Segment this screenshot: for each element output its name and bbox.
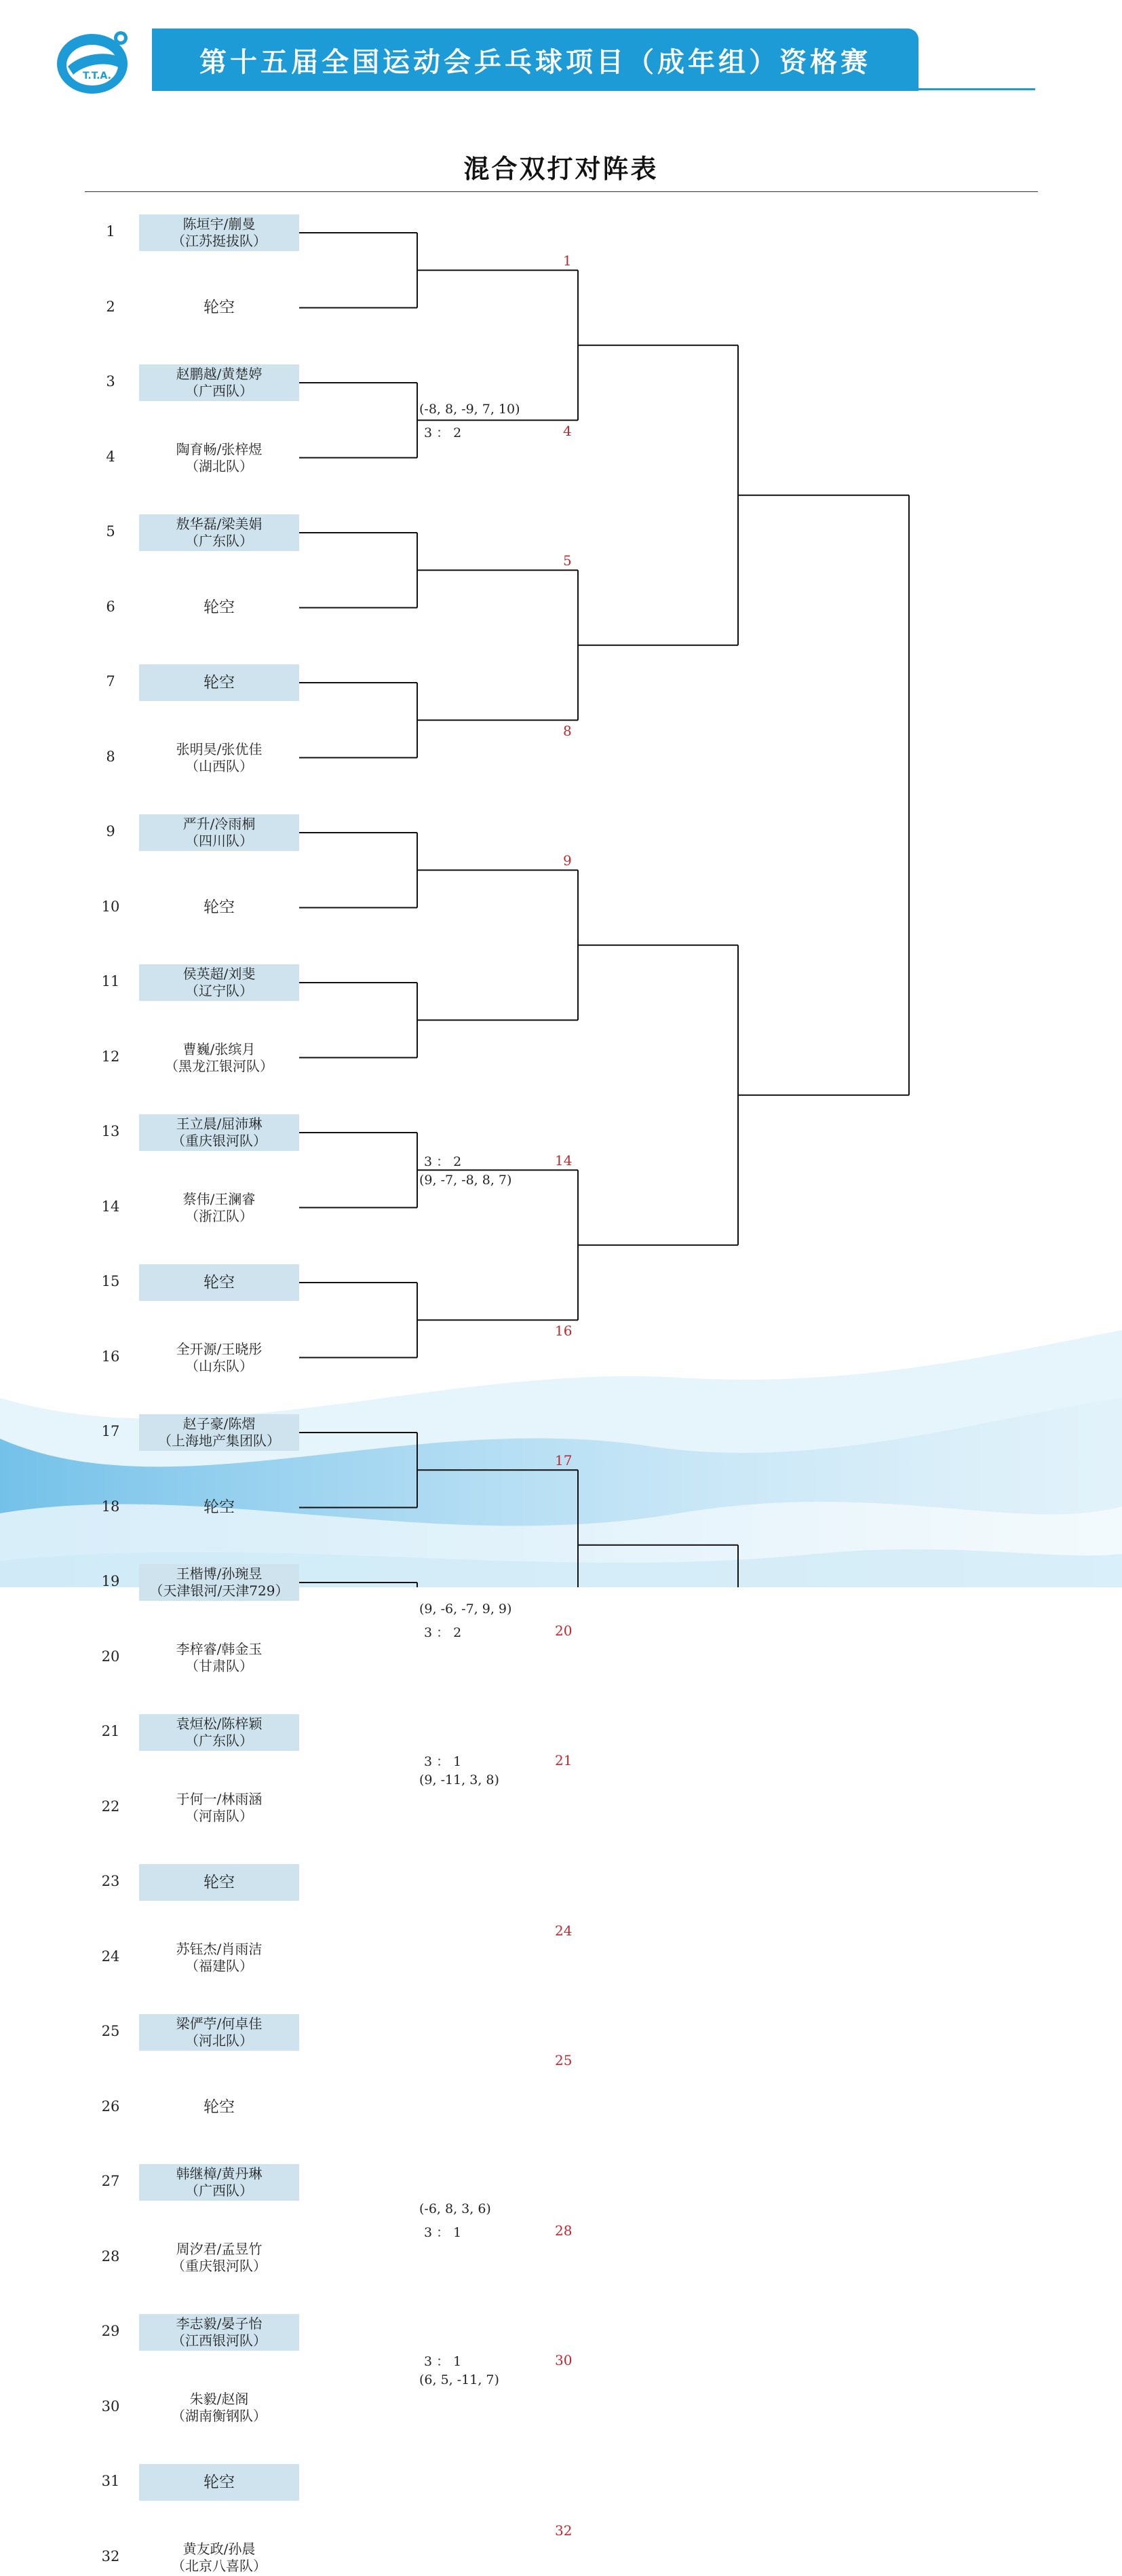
seed-number: 23 [101,1873,120,1889]
pair-name: 黄友政/孙晨 [182,2540,256,2557]
seed-number: 5 [106,523,115,539]
bracket-entry [139,964,299,1001]
pair-name: 轮空 [204,898,235,916]
seed-number: 4 [106,448,115,465]
seed-number: 14 [101,1198,120,1215]
bracket-entry [139,2014,299,2051]
bracket-entry [139,1640,299,1676]
bracket-entry [139,590,299,626]
pair-name: 赵子豪/陈熠 [182,1416,256,1432]
team-name: （广东队） [185,533,253,549]
seed-number: 3 [106,373,115,390]
seed-number: 24 [101,1948,120,1965]
team-name: （重庆银河队） [172,1133,267,1149]
seed-number: 32 [101,2547,120,2564]
game-scores: (-6, 8, 3, 6) [419,2201,491,2217]
seed-number: 6 [106,598,115,615]
game-scores: (-8, 8, -9, 7, 10) [419,402,520,417]
match-score: 3 ： 1 [424,2225,462,2241]
round1-winner-seed: 16 [555,1323,573,1340]
bracket-entry [139,1490,299,1526]
bracket-entry [139,1714,299,1751]
bracket-entry [139,1864,299,1901]
pair-name: 轮空 [204,1873,235,1891]
bracket-entry [139,2314,299,2351]
seed-number: 12 [101,1048,120,1065]
bracket-entry [139,1340,299,1376]
round1-winner-seed: 25 [555,2052,573,2069]
team-name: （重庆银河队） [172,2257,267,2274]
bracket-entry [139,364,299,401]
seed-number: 25 [101,2023,120,2039]
pair-name: 曹巍/张缤月 [182,1040,256,1057]
bracket-entry [139,1789,299,1826]
team-name: （江苏挺拔队） [172,233,267,249]
bracket-entry [139,2389,299,2426]
round1-winner-seed: 17 [555,1452,573,1469]
seed-number: 27 [101,2173,120,2189]
round1-winner-seed: 28 [555,2222,573,2239]
bracket-entry [139,890,299,926]
round1-winner-seed: 1 [563,252,572,269]
seed-number: 22 [101,1798,120,1815]
bracket-entry [139,214,299,251]
seed-number: 11 [101,973,120,989]
bracket-entry [139,2164,299,2201]
round1-winner-seed: 4 [563,423,572,440]
pair-name: 陶育畅/张梓煜 [176,440,263,457]
match-score: 3 ： 1 [424,1754,462,1770]
pair-name: 苏钰杰/肖雨洁 [176,1940,263,1957]
pair-name: 轮空 [204,599,235,616]
pair-name: 王楷博/孙琬昱 [176,1566,263,1582]
seed-number: 18 [101,1498,120,1515]
round1-winner-seed: 8 [563,723,572,740]
pair-name: 李志毅/晏子怡 [176,2315,263,2332]
team-name: （福建队） [185,1957,253,1974]
bracket-entry [139,1114,299,1151]
pair-name: 于何一/林雨涵 [176,1790,263,1807]
pair-name: 朱毅/赵阁 [189,2390,249,2407]
pair-name: 轮空 [204,1498,235,1516]
pair-name: 轮空 [204,2473,235,2491]
bracket-entry [139,1264,299,1301]
seed-number: 16 [101,1348,120,1365]
competition-title: 第十五届全国运动会乒乓球项目（成年组）资格赛 [199,46,871,78]
seed-number: 10 [101,898,120,915]
bracket-entry [139,814,299,851]
team-name: （山东队） [185,1357,253,1374]
round1-winner-seed: 30 [555,2352,573,2369]
pair-name: 王立晨/屈沛琳 [176,1116,263,1132]
pair-name: 周汐君/孟昱竹 [176,2240,263,2257]
round1-winner-seed: 20 [555,1623,573,1640]
match-score: 3 ： 1 [424,2354,462,2370]
round1-winner-seed: 21 [555,1752,573,1769]
bracket-entry [139,1040,299,1076]
round1-winner-seed: 24 [555,1922,573,1939]
pair-name: 敖华磊/梁美娟 [176,516,263,532]
round1-winner-seed: 32 [555,2522,573,2539]
seed-number: 15 [101,1273,120,1289]
round1-winner-seed: 5 [563,552,572,569]
pair-name: 轮空 [204,1273,235,1291]
bracket-entry [139,514,299,551]
match-score: 3 ： 2 [424,1625,462,1641]
bracket-entry [139,440,299,476]
bracket-entry [139,1564,299,1601]
game-scores: (9, -7, -8, 8, 7) [419,1173,512,1188]
seed-number: 8 [106,748,115,765]
pair-name: 陈垣宇/蒯曼 [182,216,256,232]
team-name: （河南队） [185,1807,253,1824]
seed-number: 1 [106,223,115,240]
seed-number: 9 [106,823,115,839]
svg-text:T.T.A.: T.T.A. [83,71,111,81]
team-name: （广西队） [185,383,253,399]
game-scores: (6, 5, -11, 7) [419,2372,499,2388]
bracket-entry [139,2089,299,2126]
team-name: （辽宁队） [185,983,253,999]
seed-number: 2 [106,298,115,315]
team-name: （湖北队） [185,457,253,474]
pair-name: 张明昊/张优佳 [176,740,263,757]
team-name: （四川队） [185,833,253,849]
pair-name: 蔡伟/王澜睿 [182,1190,256,1207]
team-name: （上海地产集团队） [158,1433,280,1449]
seed-number: 21 [101,1723,120,1739]
bracket-entry [139,2464,299,2501]
pair-name: 赵鹏越/黄楚婷 [176,366,263,382]
bracket-entry [139,2539,299,2576]
game-scores: (9, -11, 3, 8) [419,1773,499,1788]
seed-number: 20 [101,1648,120,1665]
bracket-entry [139,664,299,701]
pair-name: 轮空 [204,673,235,692]
pair-name: 袁烜松/陈梓颖 [176,1716,263,1732]
team-name: （河北队） [185,2032,253,2049]
bracket-entry [139,290,299,326]
team-name: （天津银河/天津729） [149,1583,289,1599]
pair-name: 轮空 [204,299,235,316]
seed-number: 29 [101,2323,120,2339]
team-name: （江西银河队） [172,2332,267,2349]
pair-name: 韩继樟/黄丹琳 [176,2165,263,2182]
bracket-entry [139,1939,299,1976]
seed-number: 17 [101,1423,120,1439]
pair-name: 全开源/王晓彤 [176,1340,263,1357]
seed-number: 19 [101,1573,120,1589]
bracket-entry [139,2239,299,2276]
team-name: （广西队） [185,2182,253,2199]
team-name: （湖南衡钢队） [172,2407,267,2424]
team-name: （山西队） [185,757,253,774]
seed-number: 13 [101,1123,120,1139]
team-name: （北京八喜队） [172,2557,267,2574]
match-score: 3 ： 2 [424,425,462,441]
pair-name: 梁俨苧/何卓佳 [176,2015,263,2032]
team-name: （广东队） [185,1732,253,1749]
document-title: 混合双打对阵表 [463,154,659,184]
seed-number: 26 [101,2098,120,2115]
pair-name: 李梓睿/韩金玉 [176,1640,263,1657]
bracket-entry [139,740,299,776]
match-score: 3 ： 2 [424,1154,462,1170]
team-name: （甘肃队） [185,1657,253,1674]
pair-name: 侯英超/刘斐 [182,966,256,982]
game-scores: (9, -6, -7, 9, 9) [419,1602,512,1617]
seed-number: 30 [101,2398,120,2414]
pair-name: 严升/冷雨桐 [182,816,256,832]
bracket-entry [139,1190,299,1226]
team-name: （黑龙江银河队） [165,1057,273,1074]
pair-name: 轮空 [204,2098,235,2116]
bracket-entry [139,1414,299,1451]
round1-winner-seed: 9 [563,852,572,869]
team-name: （浙江队） [185,1207,253,1224]
seed-number: 7 [106,673,115,689]
seed-number: 31 [101,2473,120,2489]
round1-winner-seed: 14 [555,1152,573,1169]
seed-number: 28 [101,2248,120,2265]
